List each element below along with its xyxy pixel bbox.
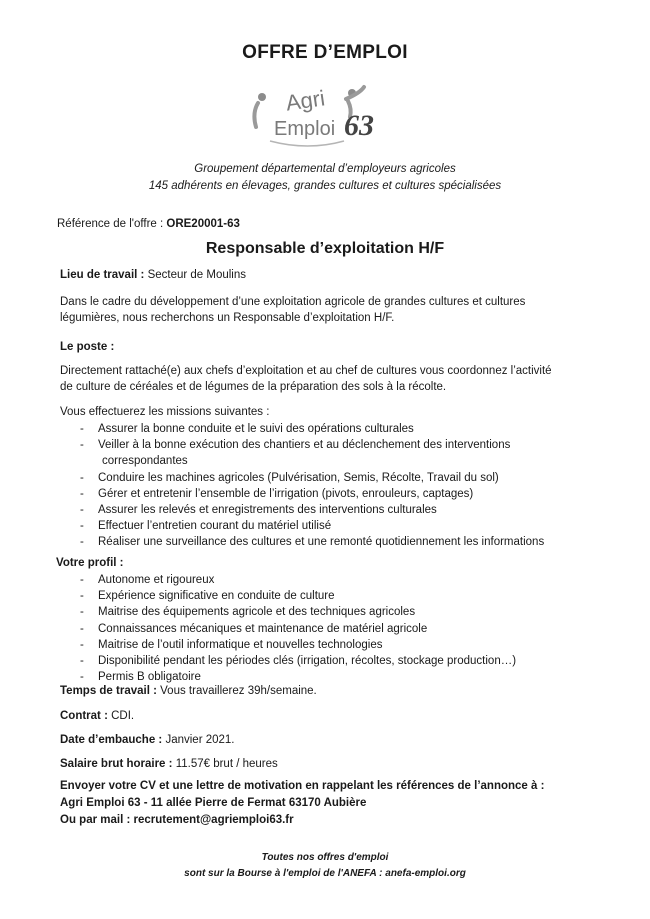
list-item: - Maitrise des équipements agricole et des techniques agricoles — [80, 604, 620, 620]
profile-label: Votre profil : — [56, 557, 124, 569]
intro-line-2: légumières, nous recherchons un Responsable d’exploitation H/F. — [60, 311, 395, 324]
workplace-value: Secteur de Moulins — [147, 269, 247, 281]
list-item-text: Veiller à la bonne exécution des chantiers et au déclenchement des interventions — [98, 439, 511, 452]
logo-word-emploi: Emploi — [274, 118, 336, 140]
list-item: - Réaliser une surveillance des cultures et une remonté quotidiennement les informations — [80, 534, 620, 550]
post-label: Le poste : — [60, 341, 115, 353]
workplace-label: Lieu de travail : — [60, 269, 145, 281]
footer-line-1: Toutes nos offres d'emploi — [261, 852, 389, 863]
salary-label: Salaire brut horaire : — [60, 758, 173, 770]
profile-list — [80, 572, 620, 685]
list-item: - Conduire les machines agricoles (Pulvérisation, Semis, Récolte, Travail du sol) — [80, 470, 620, 486]
missions-list — [80, 421, 620, 551]
salary — [60, 757, 620, 773]
hire-date-value: Janvier 2021. — [165, 734, 235, 746]
intro-paragraph — [60, 295, 620, 326]
hire-date-label: Date d’embauche : — [60, 734, 163, 746]
apply-line-1: Envoyer votre CV et une lettre de motivation en rappelant les références de l’annonce à : — [60, 780, 545, 792]
post-line-2: de culture de céréales et de légumes de la préparation des sols à la récolte. — [60, 380, 447, 393]
list-item: - Gérer et entretenir l’ensemble de l’irrigation (pivots, enrouleurs, captages) — [80, 486, 620, 502]
list-item: - Effectuer l’entretien courant du matériel utilisé — [80, 518, 620, 534]
post-paragraph — [60, 364, 620, 395]
organization-line-1: Groupement départemental d’employeurs agricoles — [194, 163, 456, 175]
list-item: - Assurer les relevés et enregistrements des interventions culturales — [80, 502, 620, 518]
agri-emploi-logo — [248, 83, 408, 153]
contract — [60, 709, 620, 725]
list-item: - Maitrise de l’outil informatique et nouvelles technologies — [80, 637, 620, 653]
footer — [0, 850, 650, 882]
list-item: - Disponibilité pendant les périodes clés (irrigation, récoltes, stockage production…) — [80, 653, 620, 669]
job-title: Responsable d’exploitation H/F — [205, 240, 445, 257]
reference-label: Référence de l'offre : — [57, 218, 164, 230]
list-item: - Connaissances mécaniques et maintenance de matériel agricole — [80, 621, 620, 637]
apply-address: Agri Emploi 63 - 11 allée Pierre de Fermat 63170 Aubière — [60, 797, 367, 809]
application-instructions — [60, 778, 620, 829]
missions-intro: Vous effectuerez les missions suivantes : — [60, 406, 270, 418]
work-time-value: Vous travaillerez 39h/semaine. — [160, 685, 317, 697]
organization-description — [0, 161, 650, 195]
logo-number: 63 — [344, 109, 374, 142]
offer-reference — [57, 218, 240, 230]
list-item: - Assurer la bonne conduite et le suivi des opérations culturales — [80, 421, 620, 437]
list-item — [80, 437, 620, 469]
list-item: - Permis B obligatoire — [80, 669, 620, 685]
contract-label: Contrat : — [60, 710, 108, 722]
salary-value: 11.57€ brut / heures — [175, 758, 278, 770]
post-line-1: Directement rattaché(e) aux chefs d’exploitation et au chef de cultures vous coordonnez l’activité — [60, 365, 552, 377]
work-time — [60, 684, 620, 700]
logo-word-agri: Agri — [284, 85, 327, 116]
work-time-label: Temps de travail : — [60, 685, 157, 697]
list-item: - Expérience significative en conduite de culture — [80, 588, 620, 604]
list-item-continuation: correspondantes — [102, 455, 188, 468]
intro-line-1: Dans le cadre du développement d’une exploitation agricole de grandes cultures et cultures — [60, 296, 526, 308]
workplace — [60, 268, 620, 284]
reference-value: ORE20001-63 — [166, 218, 240, 230]
contract-value: CDI. — [111, 710, 135, 722]
page-title: OFFRE D’EMPLOI — [242, 42, 408, 63]
organization-line-2: 145 adhérents en élevages, grandes cultures et cultures spécialisées — [148, 180, 502, 192]
list-item: - Autonome et rigoureux — [80, 572, 620, 588]
hire-date — [60, 733, 620, 749]
apply-email: Ou par mail : recrutement@agriemploi63.fr — [60, 814, 294, 826]
footer-line-2: sont sur la Bourse à l'emploi de l'ANEFA : anefa-emploi.org — [184, 868, 466, 879]
